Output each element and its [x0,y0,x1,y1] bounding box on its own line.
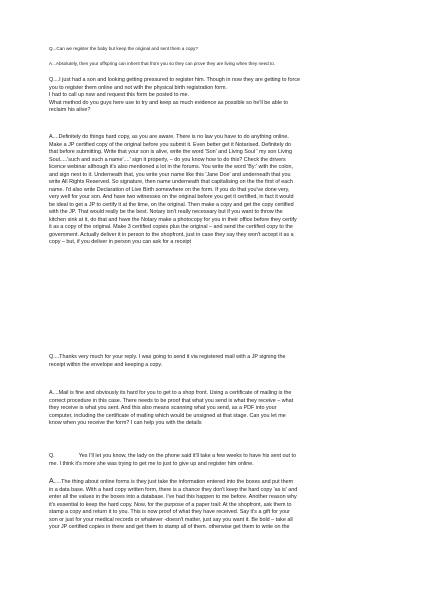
paragraph-answer-1 [49,134,392,247]
text-line: A....Mail is fine and obviously its hard for you to get to a shop front. Using a certificate of mailing is the [49,390,292,396]
paragraph-answer-3 [49,478,392,532]
text-line: it as a copy of the original. Make 3 certified copies plus the original – and send the certified copy to the [49,224,293,230]
text-line: you to register them online and not with the physical birth registration form. [49,84,227,91]
text-line [49,478,392,487]
intro-answer [49,61,392,68]
text-line: with the JP. That would really be the best. Notary isn't really necessary but if you want to throw the [49,209,283,215]
text-line [49,453,392,461]
text-line: reclaim his alive? [49,107,91,113]
text-line: that before submitting. Write that your son is alive, write the word 'Son' and Living Soul ' my son Living [49,149,292,155]
text-line: licence webinar although it's also mentioned a lot in the forums. You write the word 'By:' with the colon, [49,164,294,170]
text-line: very well for your son. And have two witnesses on the original before you get it certified, in fact it would [49,194,294,200]
answer-prefix: A [49,478,54,485]
text-line: A...Absolutely, then your offspring can inherit that from you so they can prove they are living when they need to. [49,61,276,66]
text-line: your JP certified copies in there and get them to stamp all of them. otherwise get them to write on the [49,524,290,530]
question-text: Yes I'll let you know, the lady on the phone said it'll take a few weeks to have his sent out to [78,453,297,459]
text-line: receipt within the envelope and keeping a copy. [49,361,163,368]
text-line: copy – but, if you deliver in person you can ask for a receipt [49,239,192,245]
text-line: and sign next to it. Underneath that, you write your name like this 'Jane Doe' and underneath that you [49,171,291,178]
text-line: Soul.....'such and such a name'....' sign it properly, – do you know how to do this? Check the drivers [49,156,286,163]
text-line: know when you receive the form? I can help you with the details [49,420,202,426]
text-line: What method do you guys here use to try and keep as much evidence as possible so he'll be able to [49,99,288,106]
paragraph-answer-2 [49,390,392,428]
text-line: name. I'd also write Declaration of Live Birth somewhere on the form. If you do that you've done very, [49,186,290,193]
text-line: me. I think it's more she was trying to get me to just to give up and register him online. [49,460,254,467]
paragraph-question-2 [49,354,392,369]
answer-text: .....The thing about online forms is they just take the information entered into the boxes and put them [53,479,294,485]
text-line: Q...Can we register the baby but keep the original and sent them a copy? [49,46,198,51]
question-prefix: Q. [49,453,55,459]
text-line: son or just for your medical records or whatever -doesn't matter, just say you want it. Be bold – take all [49,516,293,523]
intro-question [49,46,392,53]
text-line: Q....Thanks very much for your reply. I was going to send it via registered mail with a JP signing the [49,354,286,360]
text-line: A....Definitely do things hard copy, as you are aware. There is no law you have to do anything online. [49,134,289,140]
text-line: be ideal to get a JP to certify it at the time, on the original. Then make a copy and get the copy certified [49,201,294,208]
text-line: computer, including the certificate of mailing which would be unsigned at that stage. Can you let me [49,412,286,419]
text-line: they receive is what you sent. And this also means scanning what you send, as a PDF into your [49,405,277,411]
text-line: in a data base. With a hard copy written form, there is a chance they don't keep the hard copy 'as is' and [49,486,298,493]
text-line: Q....I just had a son and looking getting pressured to register him. Though in now they are getting to force [49,77,301,83]
paragraph-question-1 [49,77,392,115]
paragraph-question-3 [49,453,392,468]
text-line: write All Rights Reserved. So signature, then name underneath that capitalising on the the first of each [49,179,293,185]
text-line: stamp a copy and return it to you. This is now proof of what they have received. Say it's a gift for your [49,509,290,515]
text-line: I had to call up nsw and request this form be posted to me. [49,92,189,98]
text-line: kitchen sink at it, do that and have the Notary make a photocopy for you in their office before they certify [49,216,297,223]
text-line: correct procedure in this case. There needs to be proof that what you send is what they receive – what [49,397,294,404]
text-line: it's essential to keep the hard copy. Now, for the purpose of a paper trail: At the shopfront, ask them to [49,501,292,508]
text-line: government. Actually deliver it in person to the shopfront, just in case they say they won't accept it as a [49,231,294,238]
text-line: enter all the values in the boxes into a database. I've had this happen to me before. Another reason why [49,494,297,500]
text-line: Make a JP certified copy of the original before you submit it. Even better get it Notarised. Definitely do [49,141,292,148]
